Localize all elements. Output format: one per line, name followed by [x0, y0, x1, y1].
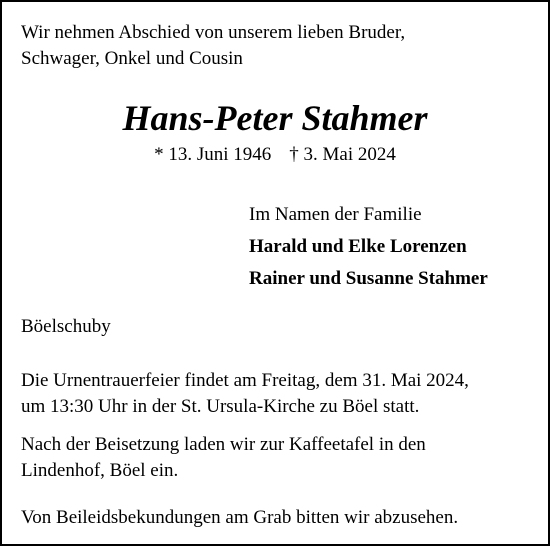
family-signature	[249, 199, 488, 295]
family-member-2: Rainer und Susanne Stahmer	[249, 268, 488, 289]
coffee-line-2: Lindenhof, Böel ein.	[21, 460, 179, 481]
family-member-1: Harald und Elke Lorenzen	[249, 236, 467, 257]
birth-date: * 13. Juni 1946	[154, 144, 272, 165]
coffee-info	[21, 432, 529, 484]
intro-line-1: Wir nehmen Abschied von unserem lieben Bruder,	[21, 22, 406, 43]
ceremony-line-1: Die Urnentrauerfeier findet am Freitag, dem 31. Mai 2024,	[21, 370, 469, 391]
ceremony-info	[21, 368, 529, 420]
deceased-name: Hans-Peter Stahmer	[122, 98, 428, 138]
coffee-line-1: Nach der Beisetzung laden wir zur Kaffeetafel in den	[21, 434, 426, 455]
intro-text	[21, 20, 529, 72]
place-name: Böelschuby	[21, 316, 111, 337]
family-heading: Im Namen der Familie	[249, 204, 422, 225]
ceremony-line-2: um 13:30 Uhr in der St. Ursula-Kirche zu Böel statt.	[21, 396, 420, 417]
death-date: † 3. Mai 2024	[289, 144, 396, 165]
intro-line-2: Schwager, Onkel und Cousin	[21, 48, 243, 69]
life-dates	[2, 142, 548, 168]
condolence-note: Von Beileidsbekundungen am Grab bitten wir abzusehen.	[21, 507, 459, 528]
